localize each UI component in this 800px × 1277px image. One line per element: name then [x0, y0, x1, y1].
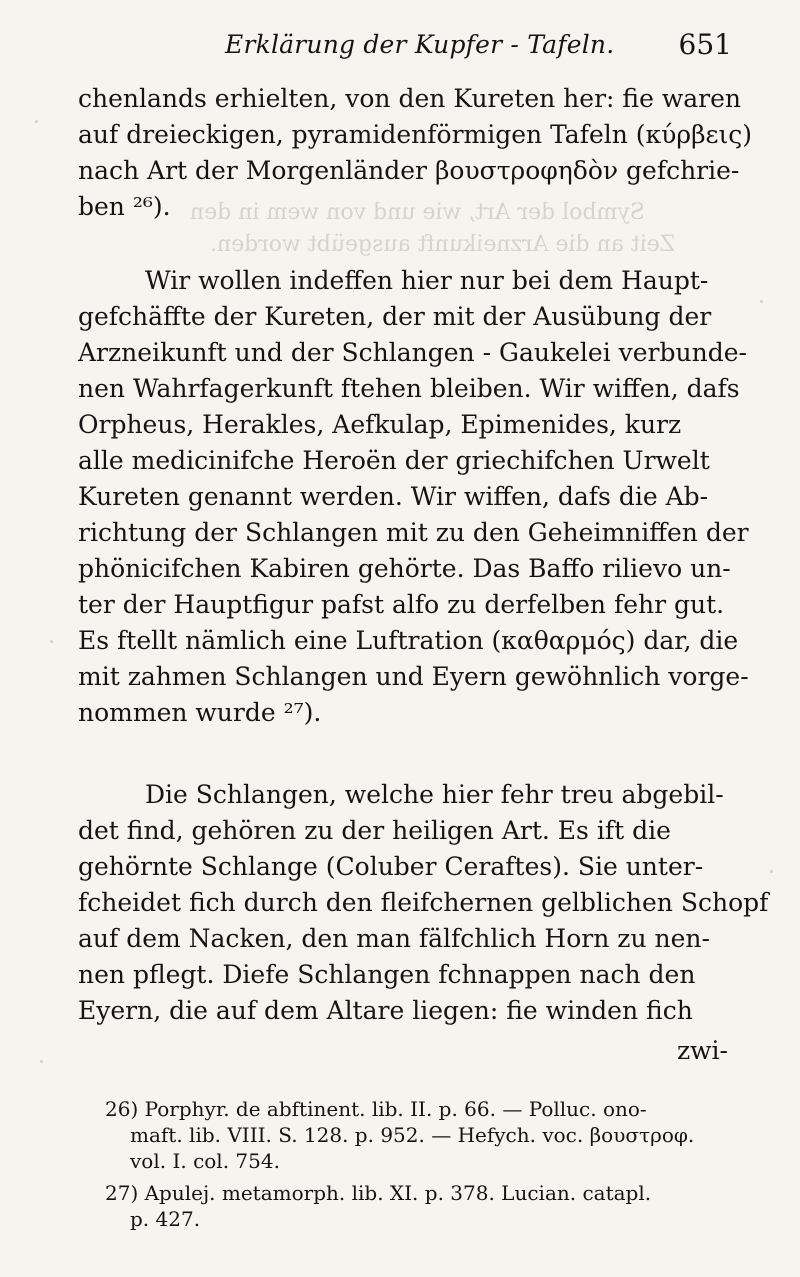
footnote-line: 26) Porphyr. de abftinent. lib. II. p. 66. — Polluc. ono- — [105, 1097, 647, 1121]
show-through-text: Zeit an die Arzneikunft ausgeübt worden. — [210, 232, 676, 257]
text-line: Wir wollen indeffen hier nur bei dem Haupt- — [145, 266, 709, 295]
text-line: ter der Hauptfigur pafst alfo zu derfelben fehr gut. — [78, 590, 725, 619]
show-through-text: Symbol der Art, wie und von wem in den — [190, 200, 645, 225]
paper-speck — [760, 300, 763, 303]
text-line: phönicifchen Kabiren gehörte. Das Baffo rilievo un- — [78, 554, 731, 583]
text-line: nen pflegt. Diefe Schlangen fchnappen nach den — [78, 960, 696, 989]
text-line: auf dem Nacken, den man fälfchlich Horn zu nen- — [78, 924, 710, 953]
text-line: auf dreieckigen, pyramidenförmigen Tafeln (κύρβεις) — [78, 120, 753, 149]
text-line: mit zahmen Schlangen und Eyern gewöhnlich vorge- — [78, 662, 749, 691]
paper-speck — [35, 120, 38, 123]
paper-speck — [770, 870, 773, 873]
text-line: Es ftellt nämlich eine Luftration (καθαρμός) dar, die — [78, 626, 739, 655]
text-line: richtung der Schlangen mit zu den Geheimniffen der — [78, 518, 749, 547]
text-line: Kureten genannt werden. Wir wiffen, dafs die Ab- — [78, 482, 709, 511]
text-line: gefchäffte der Kureten, der mit der Ausübung der — [78, 302, 712, 331]
footnote-line: maft. lib. VIII. S. 128. p. 952. — Hefych. voc. βουστροφ. — [130, 1123, 695, 1147]
footnote-line: p. 427. — [130, 1207, 201, 1231]
paper-speck — [50, 640, 53, 643]
catchword: zwi- — [676, 1036, 728, 1065]
page-header — [75, 28, 730, 68]
text-line: det find, gehören zu der heiligen Art. Es ift die — [78, 816, 671, 845]
text-line: Arzneikunft und der Schlangen - Gaukelei verbunde- — [78, 338, 747, 367]
text-line: fcheidet fich durch den fleifchernen gelblichen Schopf — [78, 888, 769, 917]
paper-speck — [40, 1060, 43, 1063]
text-line: gehörnte Schlange (Coluber Ceraftes). Sie unter- — [78, 852, 704, 881]
text-line: nen Wahrfagerkunft ftehen bleiben. Wir wiffen, dafs — [78, 374, 740, 403]
text-line: chenlands erhielten, von den Kureten her: fie waren — [78, 84, 741, 113]
page-number: 651 — [678, 28, 732, 61]
text-line: nommen wurde ²⁷). — [78, 698, 322, 727]
text-line: Eyern, die auf dem Altare liegen: fie winden fich — [78, 996, 693, 1025]
text-line: Die Schlangen, welche hier fehr treu abgebil- — [145, 780, 724, 809]
text-line: nach Art der Morgenländer βουστροφηδὸν gefchrie- — [78, 156, 740, 185]
running-title: Erklärung der Kupfer - Tafeln. — [225, 30, 615, 59]
text-line: alle medicinifche Heroën der griechifchen Urwelt — [78, 446, 710, 475]
footnote-line: vol. I. col. 754. — [130, 1149, 280, 1173]
footnote-line: 27) Apulej. metamorph. lib. XI. p. 378. Lucian. catapl. — [105, 1181, 652, 1205]
text-line: ben ²⁶). — [78, 192, 171, 221]
text-line: Orpheus, Herakles, Aefkulap, Epimenides, kurz — [78, 410, 682, 439]
